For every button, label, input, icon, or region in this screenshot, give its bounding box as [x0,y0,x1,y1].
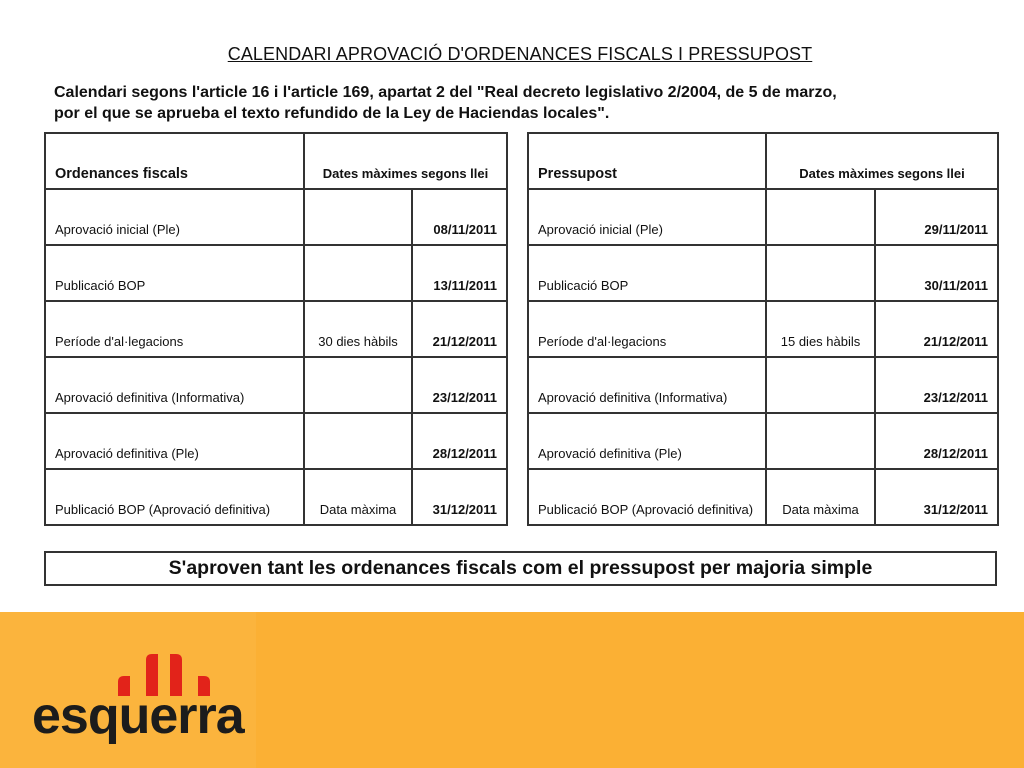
step-date: 21/12/2011 [875,301,998,357]
table-header-row [528,133,998,189]
table-row [45,357,507,413]
step-label: Publicació BOP [45,245,304,301]
step-label: Publicació BOP [528,245,766,301]
step-date: 31/12/2011 [875,469,998,525]
ordenances-header: Ordenances fiscals [45,133,304,189]
step-note [766,245,875,301]
table-row [45,189,507,245]
step-label: Aprovació definitiva (Ple) [528,413,766,469]
pressupost-table [527,132,999,526]
page-title: CALENDARI APROVACIÓ D'ORDENANCES FISCALS I PRESSUPOST [227,44,813,64]
step-note [766,413,875,469]
step-note [766,189,875,245]
step-date: 31/12/2011 [412,469,507,525]
step-label: Aprovació inicial (Ple) [45,189,304,245]
table-row [45,301,507,357]
table-row [528,357,998,413]
table-header-row [45,133,507,189]
step-note [766,357,875,413]
table-row [45,413,507,469]
step-date: 28/12/2011 [875,413,998,469]
step-note: Data màxima [304,469,412,525]
ordenances-table [44,132,508,526]
step-note [304,245,412,301]
step-note [304,189,412,245]
dates-header: Dates màximes segons llei [766,133,998,189]
step-label: Període d'al·legacions [528,301,766,357]
table-row [528,245,998,301]
table-row [528,301,998,357]
step-date: 08/11/2011 [412,189,507,245]
step-date: 28/12/2011 [412,413,507,469]
dates-header: Dates màximes segons llei [304,133,507,189]
step-date: 21/12/2011 [412,301,507,357]
step-date: 30/11/2011 [875,245,998,301]
step-date: 29/11/2011 [875,189,998,245]
majority-note: S'aproven tant les ordenances fiscals com el pressupost per majoria simple [44,551,997,586]
step-label: Aprovació definitiva (Ple) [45,413,304,469]
logo-wordmark: esquerra [32,687,244,745]
table-row [528,413,998,469]
step-label: Publicació BOP (Aprovació definitiva) [528,469,766,525]
step-date: 23/12/2011 [412,357,507,413]
step-label: Aprovació definitiva (Informativa) [528,357,766,413]
step-label: Aprovació definitiva (Informativa) [45,357,304,413]
table-row [528,469,998,525]
step-date: 23/12/2011 [875,357,998,413]
step-date: 13/11/2011 [412,245,507,301]
step-note [304,413,412,469]
step-label: Aprovació inicial (Ple) [528,189,766,245]
step-note: Data màxima [766,469,875,525]
pressupost-header: Pressupost [528,133,766,189]
legal-reference: Calendari segons l'article 16 i l'article 169, apartat 2 del "Real decreto legislativo 2/2004, de 5 de marzo, por el que se aprueba el texto refundido de la Ley de Haciendas locales". [54,84,837,122]
table-row [528,189,998,245]
step-note: 15 dies hàbils [766,301,875,357]
step-label: Període d'al·legacions [45,301,304,357]
table-row [45,469,507,525]
step-label: Publicació BOP (Aprovació definitiva) [45,469,304,525]
table-row [45,245,507,301]
step-note [304,357,412,413]
step-note: 30 dies hàbils [304,301,412,357]
